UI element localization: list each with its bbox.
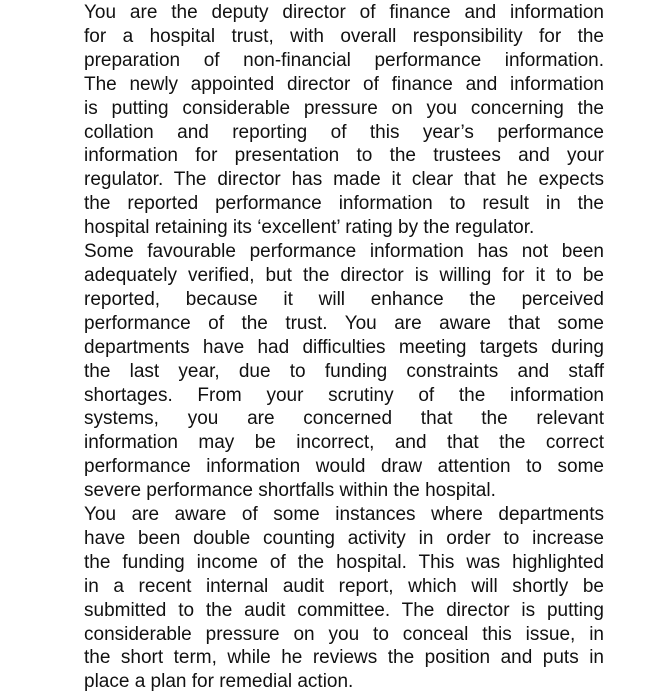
- text-line: information for presentation to the trustees and your: [84, 145, 604, 167]
- text-line: in a recent internal audit report, which will shortly be: [84, 575, 604, 597]
- text-line: is putting considerable pressure on you concerning the: [84, 97, 604, 119]
- text-line: submitted to the audit committee. The director is putting: [84, 599, 604, 621]
- paragraph-double-counting: [84, 503, 604, 694]
- text-line: have been double counting activity in order to increase: [84, 527, 604, 549]
- text-line: hospital retaining its ‘excellent’ rating by the regulator.: [84, 217, 535, 239]
- text-line: the last year, due to funding constraints and staff: [84, 360, 604, 382]
- paragraph-unverified-information: [84, 240, 604, 503]
- document-body: [84, 1, 604, 694]
- text-line: You are aware of some instances where departments: [84, 504, 604, 526]
- text-line: the funding income of the hospital. This was highlighted: [84, 551, 604, 573]
- text-line: for a hospital trust, with overall responsibility for the: [84, 25, 604, 47]
- text-line: The newly appointed director of finance and information: [84, 73, 604, 95]
- text-line: place a plan for remedial action.: [84, 671, 354, 693]
- text-line: You are the deputy director of finance and information: [84, 2, 604, 23]
- text-line: preparation of non-financial performance information.: [84, 49, 604, 71]
- text-line: systems, you are concerned that the relevant: [84, 408, 604, 430]
- paragraph-role-and-pressure: [84, 1, 604, 240]
- text-line: collation and reporting of this year’s performance: [84, 121, 604, 143]
- text-line: reported, because it will enhance the perceived: [84, 288, 604, 310]
- text-line: considerable pressure on you to conceal this issue, in: [84, 623, 604, 645]
- text-line: the short term, while he reviews the position and puts in: [84, 647, 604, 669]
- text-line: regulator. The director has made it clear that he expects: [84, 169, 604, 191]
- text-line: performance information would draw attention to some: [84, 456, 604, 478]
- text-line: departments have had difficulties meeting targets during: [84, 336, 604, 358]
- text-line: information may be incorrect, and that the correct: [84, 432, 604, 454]
- text-line: severe performance shortfalls within the hospital.: [84, 480, 496, 502]
- text-line: the reported performance information to result in the: [84, 193, 604, 215]
- text-line: shortages. From your scrutiny of the information: [84, 384, 604, 406]
- text-line: Some favourable performance information has not been: [84, 241, 604, 263]
- text-line: adequately verified, but the director is willing for it to be: [84, 264, 604, 286]
- text-line: performance of the trust. You are aware that some: [84, 312, 604, 334]
